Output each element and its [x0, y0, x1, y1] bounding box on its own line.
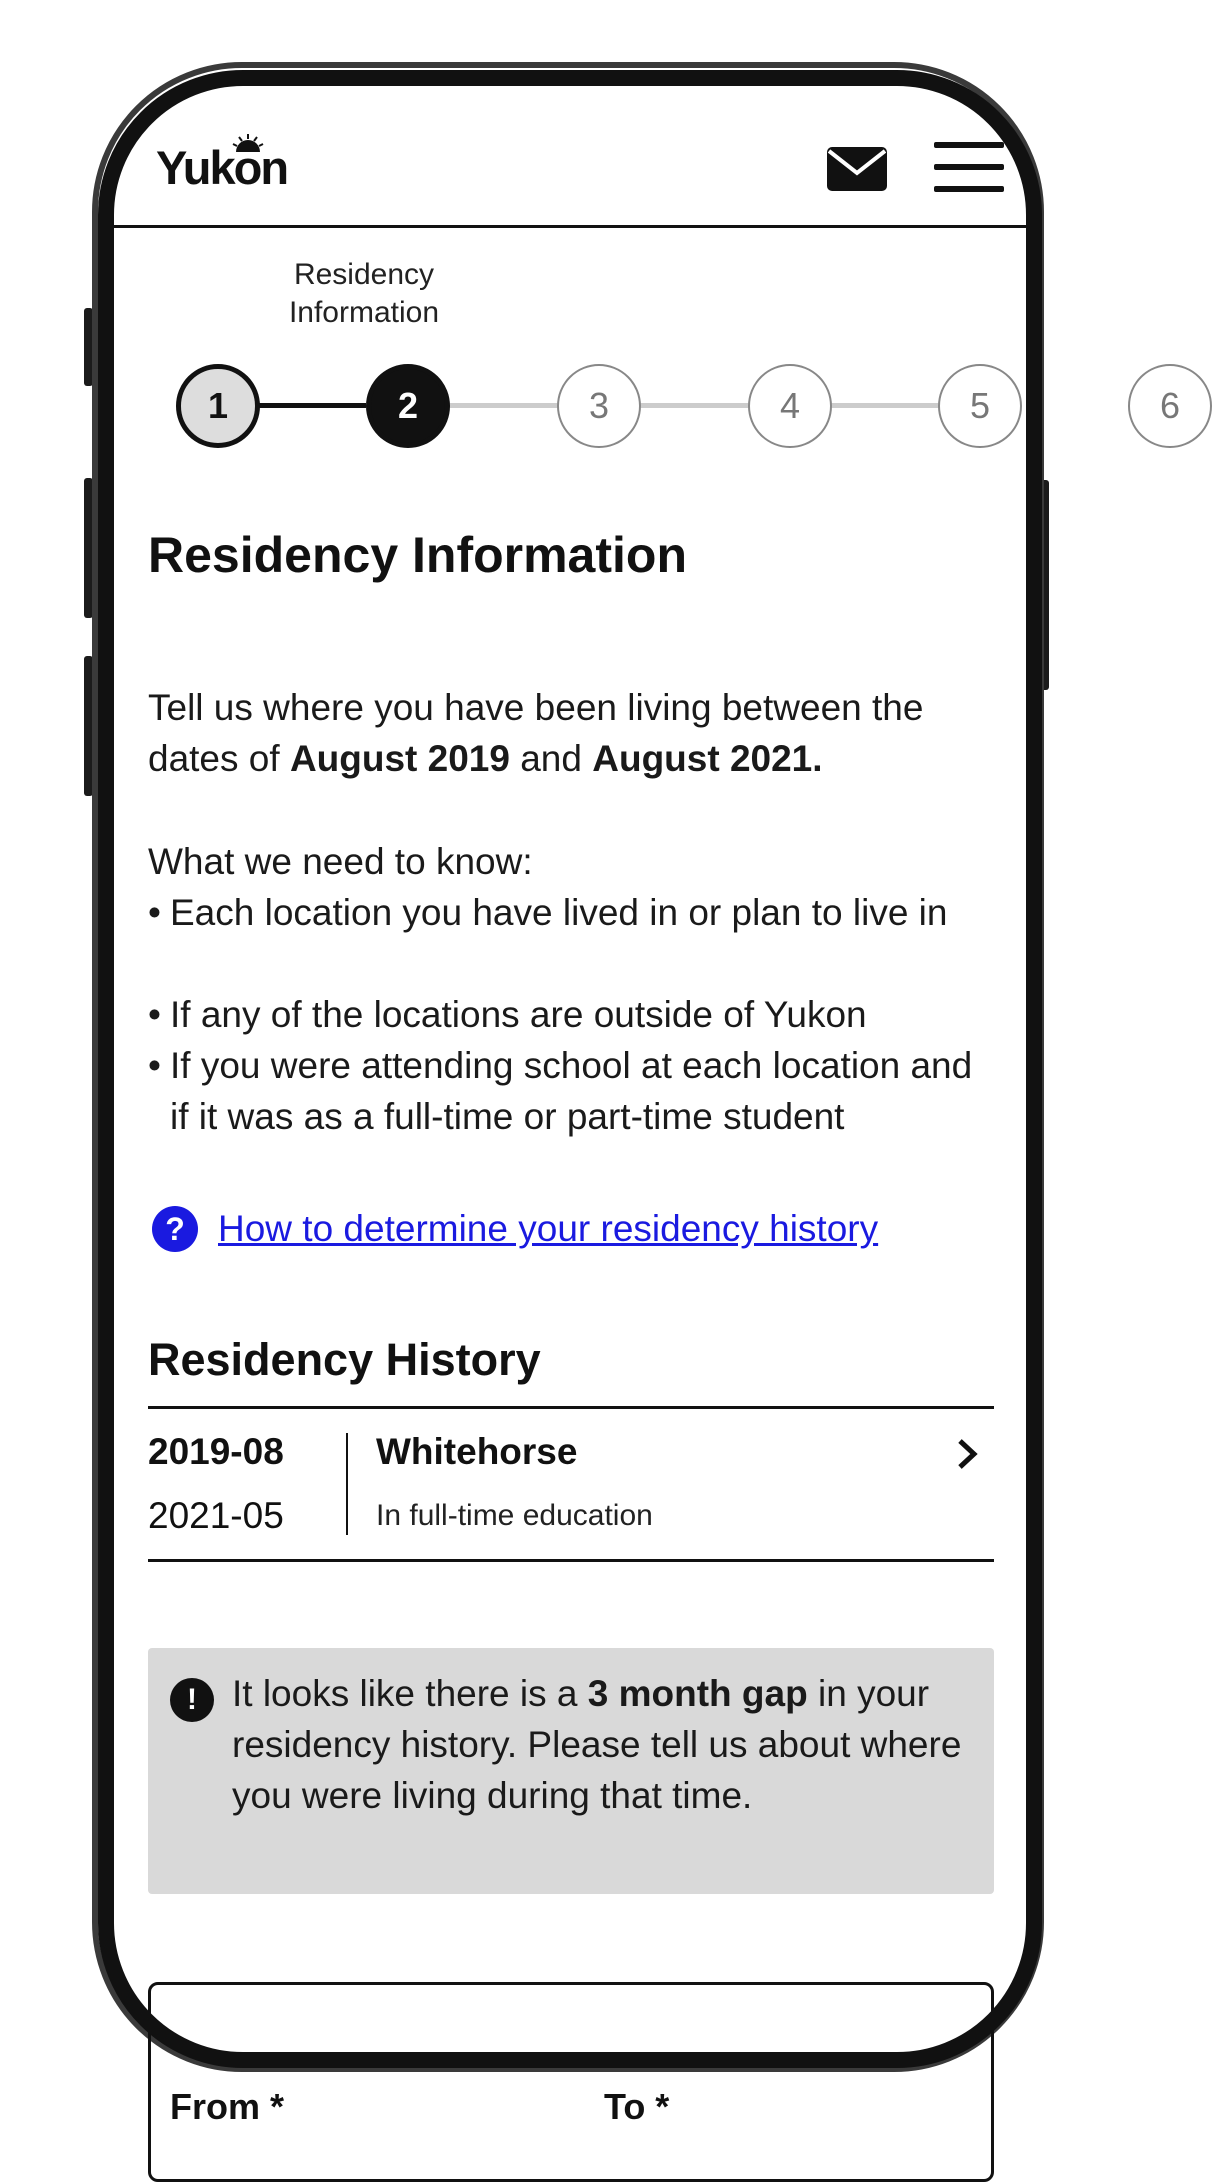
- bullet-item: [148, 989, 998, 1040]
- residency-history-help-link[interactable]: How to determine your residency history: [218, 1208, 879, 1249]
- bullet-item: [148, 887, 998, 938]
- residency-history-entry[interactable]: [148, 1406, 994, 1562]
- app-header: [114, 86, 1026, 228]
- chevron-right-icon: [956, 1437, 978, 1471]
- bullet-text: If you were attending school at each location and if it was as a full-time or part-time student: [170, 1045, 973, 1137]
- entry-divider: [346, 1433, 348, 1535]
- gap-warning-alert: [148, 1648, 994, 1894]
- yukon-logo[interactable]: [156, 134, 306, 204]
- exclamation-icon: !: [170, 1678, 214, 1722]
- intro-date-end: August 2021.: [592, 738, 823, 779]
- bullet-text: If any of the locations are outside of Yukon: [170, 994, 867, 1035]
- question-icon: ?: [152, 1206, 198, 1252]
- bullet-dot: •: [148, 994, 161, 1035]
- phone-frame: [98, 70, 1181, 2127]
- entry-location: Whitehorse: [376, 1431, 578, 1472]
- step-3: 3: [557, 364, 641, 448]
- current-step-label: Residency Information: [288, 258, 440, 329]
- help-link-row[interactable]: [152, 1206, 878, 1252]
- alert-part2: in your residency history. Please tell us about where you were living during that time.: [232, 1673, 962, 1816]
- entry-to-date: 2021-05: [148, 1495, 284, 1536]
- bullet-dot: •: [148, 1045, 161, 1086]
- section-title: Residency History: [148, 1334, 541, 1385]
- intro-date-start: August 2019: [289, 738, 510, 779]
- alert-message: [232, 1668, 972, 1821]
- page-title: Residency Information: [148, 527, 687, 583]
- phone-screen: [114, 86, 1181, 2127]
- progress-stepper: [176, 364, 1181, 450]
- mail-envelope-icon: [827, 147, 887, 191]
- step-1[interactable]: 1: [176, 364, 260, 448]
- from-date-label: From *: [170, 2086, 285, 2127]
- logo-text: Yukon: [156, 141, 288, 194]
- residency-form-card: [148, 1982, 994, 2182]
- step-2[interactable]: 2: [366, 364, 450, 448]
- intro-text: [148, 682, 998, 784]
- need-heading: What we need to know:: [148, 841, 533, 882]
- step-connector: [446, 403, 986, 408]
- step-4: 4: [748, 364, 832, 448]
- entry-from-date: 2019-08: [148, 1431, 284, 1472]
- alert-part1: It looks like there is a: [232, 1673, 588, 1714]
- bullet-item: [148, 1040, 998, 1142]
- step-connector: [256, 403, 366, 408]
- bullet-dot: •: [148, 892, 161, 933]
- intro-part1: Tell us where you have been living between the dates of: [148, 687, 924, 779]
- to-date-label: To *: [604, 2086, 670, 2127]
- intro-part2: and: [509, 738, 593, 779]
- hamburger-menu-icon[interactable]: [934, 142, 1004, 192]
- alert-emphasis: 3 month gap: [587, 1673, 808, 1714]
- bullet-text: Each location you have lived in or plan to live in: [170, 892, 948, 933]
- mail-icon[interactable]: [827, 147, 887, 191]
- entry-status: In full-time education: [376, 1499, 653, 1532]
- step-5: 5: [938, 364, 1022, 448]
- step-6: 6: [1128, 364, 1212, 448]
